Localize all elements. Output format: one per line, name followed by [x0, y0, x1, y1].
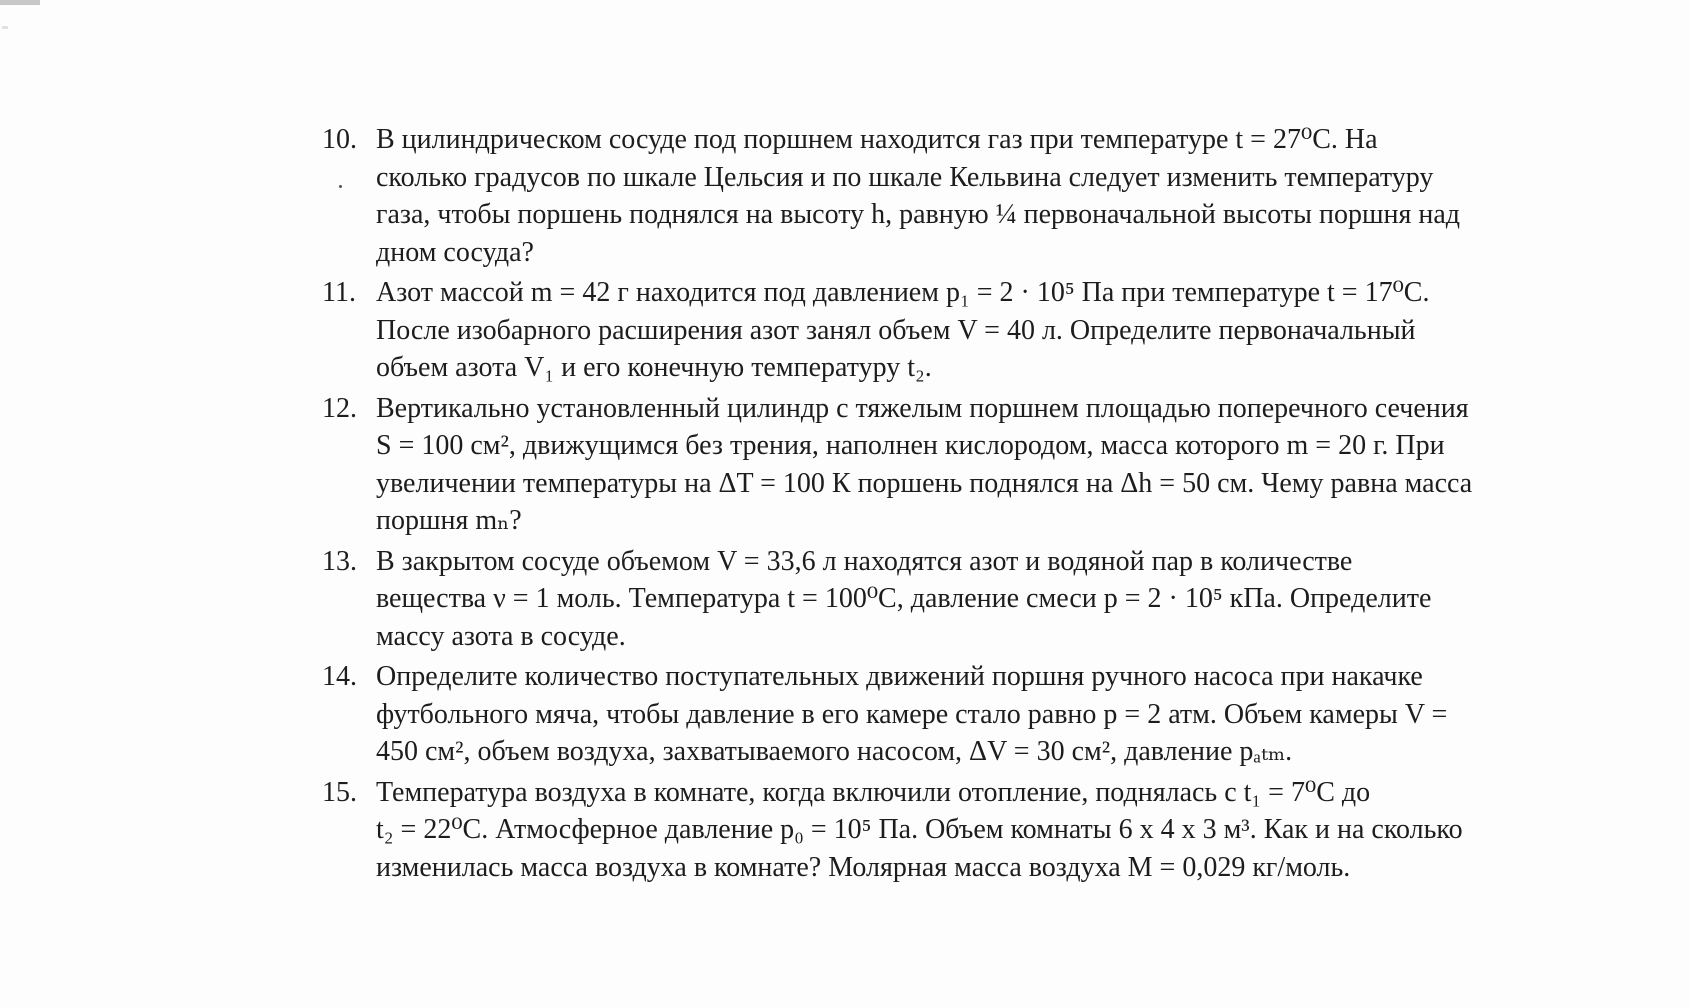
- problem-15: [322, 774, 1622, 887]
- problem-line: изменилась масса воздуха в комнате? Молярная масса воздуха M = 0,029 кг/моль.: [376, 851, 1351, 883]
- problem-line: 450 см², объем воздуха, захватываемого насосом, ΔV = 30 см², давление pₐₜₘ.: [376, 736, 1293, 767]
- problem-line: S = 100 см², движущимся без трения, наполнен кислородом, масса которого m = 20 г. При: [376, 430, 1445, 461]
- problem-line: Азот массой m = 42 г находится под давлением p₁ = 2 · 10⁵ Па при температуре t = 17⁰С.: [376, 277, 1430, 308]
- problem-line: вещества ν = 1 моль. Температура t = 100⁰С, давление смеси p = 2 · 10⁵ кПа. Определите: [376, 583, 1432, 614]
- problem-number: 10.: [322, 124, 357, 155]
- problem-line: увеличении температуры на ΔT = 100 К поршень поднялся на Δh = 50 см. Чему равна масса: [376, 467, 1473, 499]
- problem-line: массу азота в сосуде.: [376, 620, 626, 652]
- problem-line: объем азота V₁ и его конечную температуру t₂.: [376, 352, 932, 383]
- problem-number: 15.: [322, 776, 357, 808]
- problem-13: [322, 543, 1622, 656]
- problem-line: Вертикально установленный цилиндр с тяжелым поршнем площадью поперечного сечения: [376, 392, 1469, 424]
- scan-edge-mark: [0, 0, 40, 5]
- problem-line: t₂ = 22⁰С. Атмосферное давление p₀ = 10⁵ Па. Объем комнаты 6 х 4 х 3 м³. Как и на сколько: [376, 814, 1463, 845]
- problem-line: Температура воздуха в комнате, когда включили отопление, поднялась с t₁ = 7⁰С до: [376, 776, 1371, 808]
- problem-10: [322, 121, 1622, 271]
- problem-line: После изобарного расширения азот занял объем V = 40 л. Определите первоначальный: [376, 314, 1416, 346]
- problem-14: [322, 658, 1622, 771]
- problem-number: 12.: [322, 392, 357, 424]
- problem-number: 14.: [322, 661, 357, 692]
- problem-12: [322, 390, 1622, 540]
- problem-line: Определите количество поступательных движений поршня ручного насоса при накачке: [376, 661, 1423, 692]
- problem-line: В закрытом сосуде объемом V = 33,6 л находятся азот и водяной пар в количестве: [376, 545, 1353, 577]
- scan-edge-dot: [2, 26, 8, 29]
- problem-line: газа, чтобы поршень поднялся на высоту h, равную ¼ первоначальной высоты поршня над: [376, 199, 1461, 230]
- problem-number: 13.: [322, 545, 357, 577]
- problem-line: В цилиндрическом сосуде под поршнем находится газ при температуре t = 27⁰С. На: [376, 124, 1378, 155]
- problem-11: [322, 274, 1622, 387]
- problem-line: дном сосуда?: [376, 236, 534, 268]
- problem-line: сколько градусов по шкале Цельсия и по шкале Кельвина следует изменить температуру: [376, 161, 1434, 193]
- problem-line: футбольного мяча, чтобы давление в его камере стало равно p = 2 атм. Объем камеры V =: [376, 698, 1448, 730]
- problem-number: 11.: [322, 277, 356, 308]
- problem-list: [322, 121, 1622, 889]
- problem-line: поршня mₙ?: [376, 505, 522, 536]
